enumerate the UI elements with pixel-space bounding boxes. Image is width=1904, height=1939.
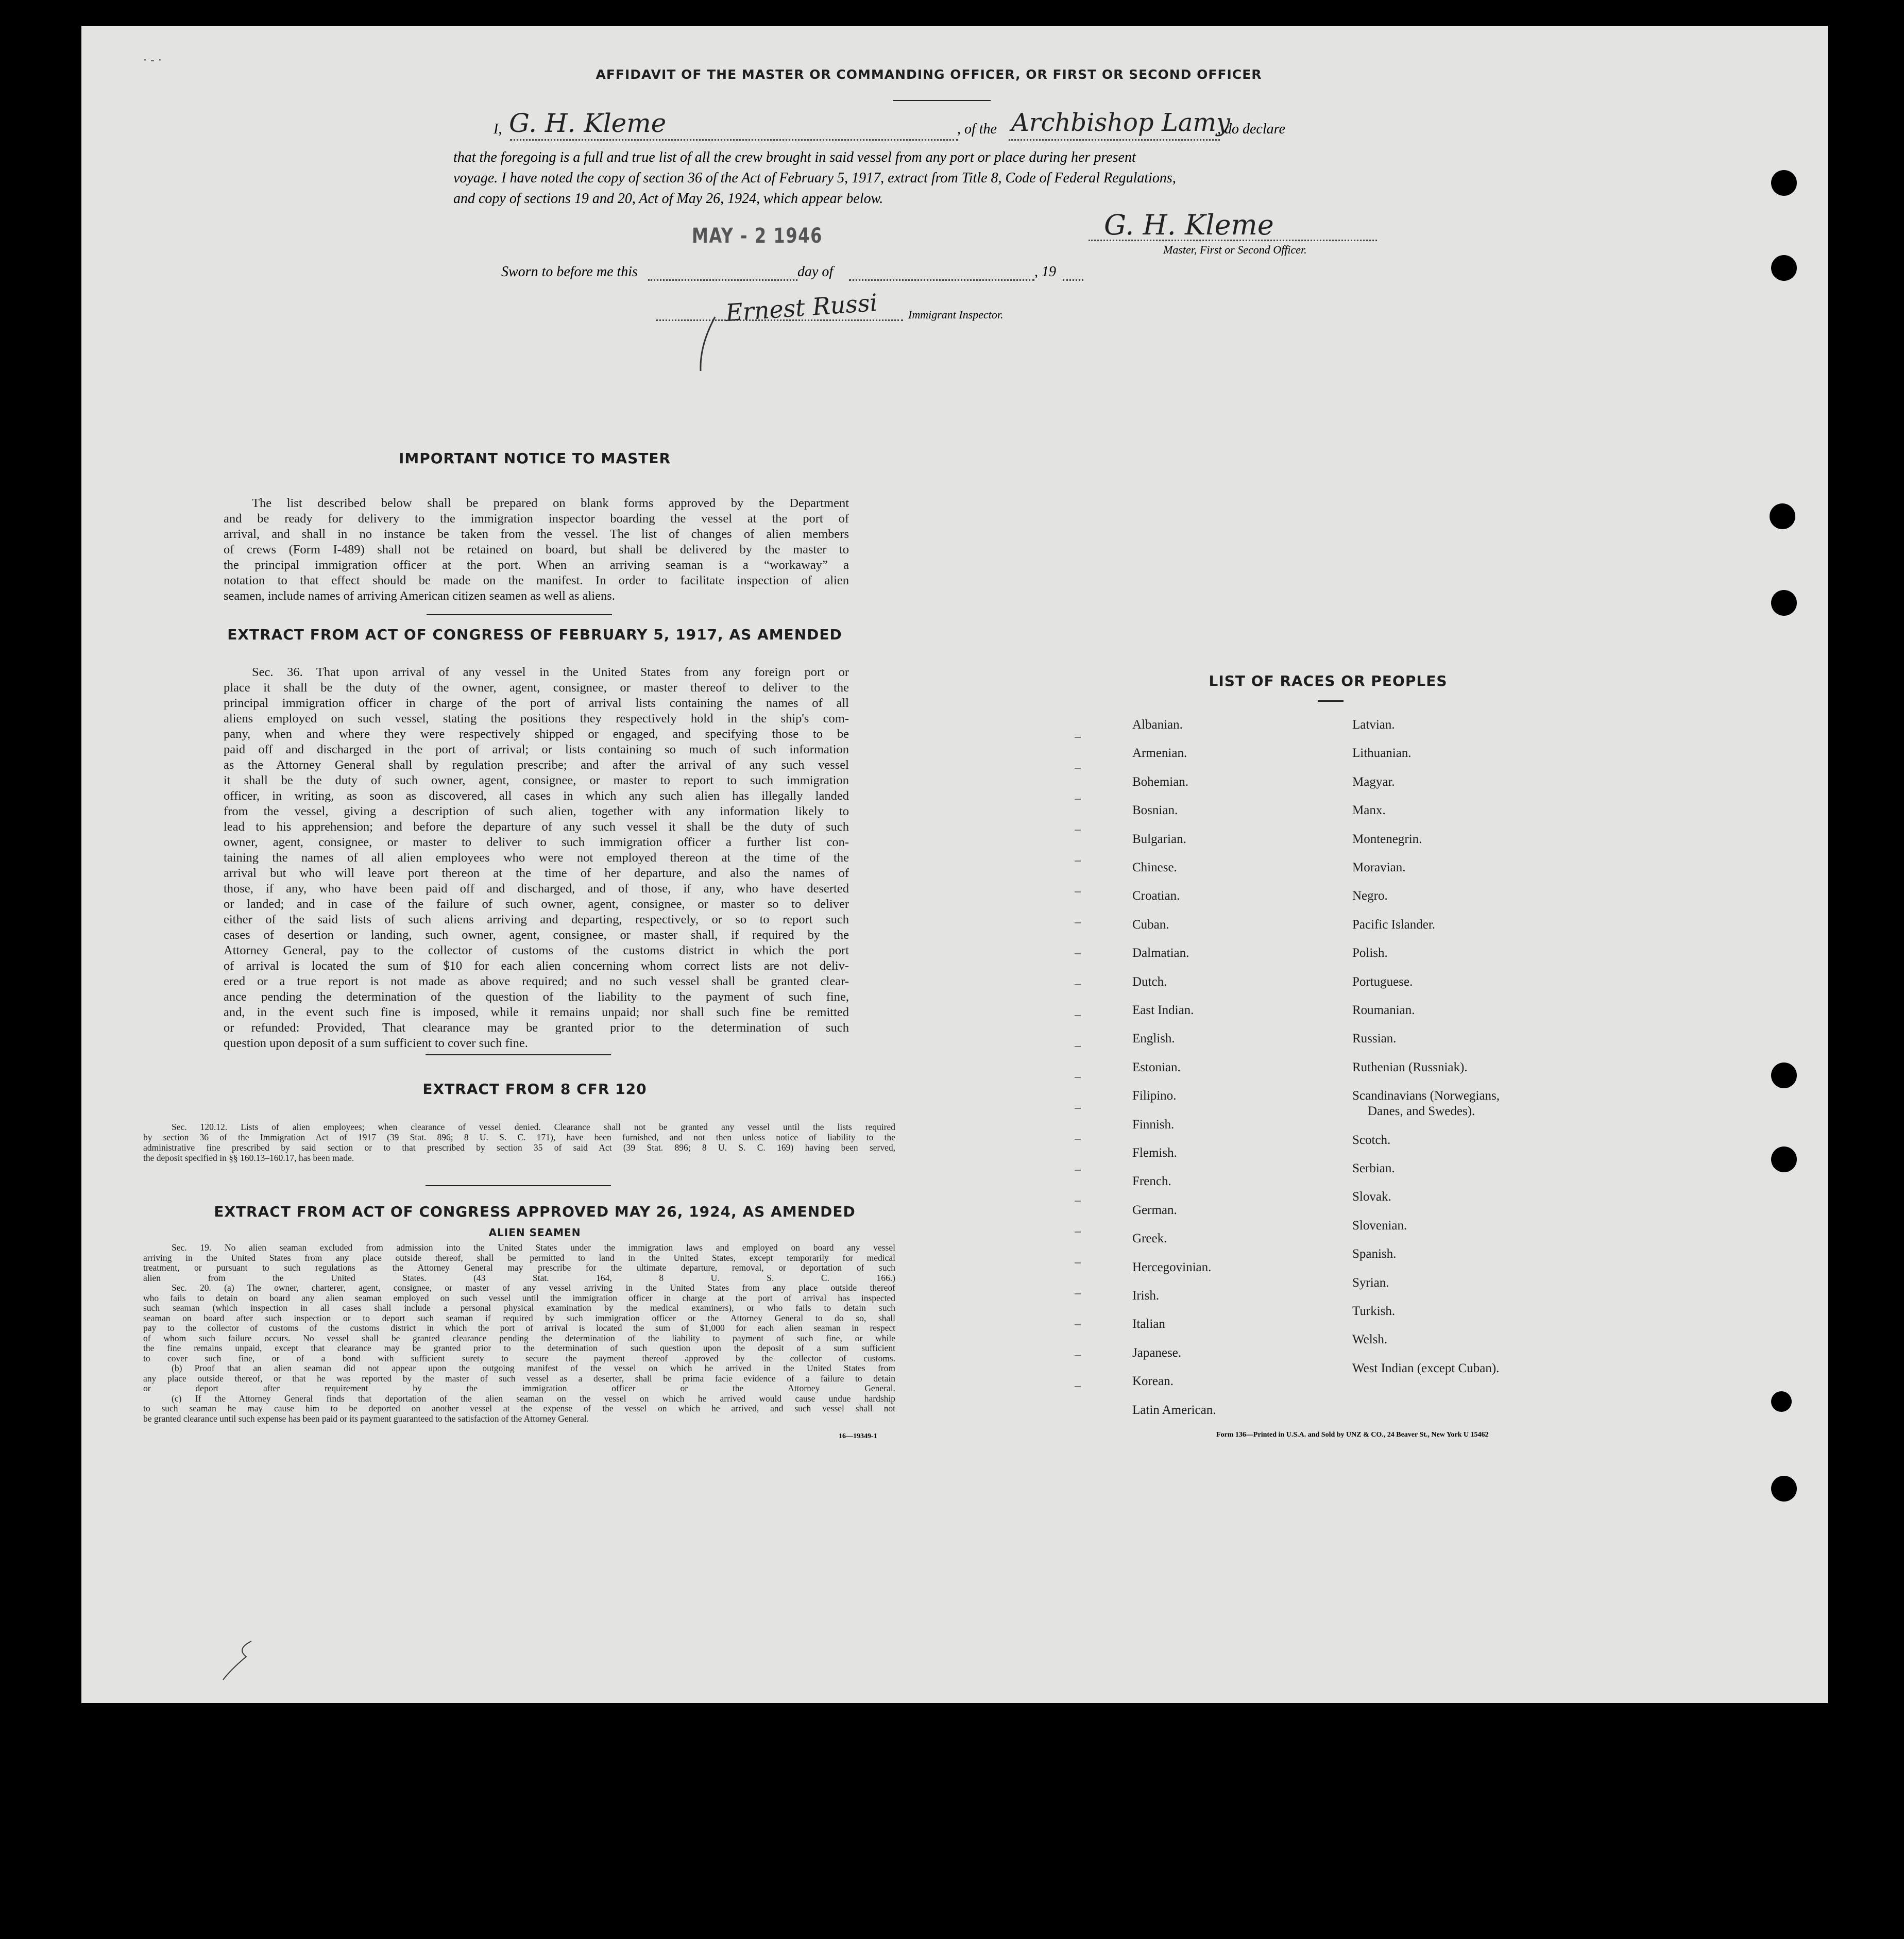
race-item: Syrian. xyxy=(1352,1275,1389,1290)
race-item: Danes, and Swedes). xyxy=(1368,1104,1475,1119)
notice-rule xyxy=(427,614,612,615)
punch-hole xyxy=(1771,170,1797,196)
race-item: Bohemian. xyxy=(1132,774,1189,789)
text-line: pay to the collector of customs of the customs district in which the port of arrival is located the sum of $1,000 for each alien seaman in respect xyxy=(143,1323,895,1333)
race-item: East Indian. xyxy=(1132,1003,1194,1017)
text-line: Sec. 19. No alien seaman excluded from admission into the United States under the immigration laws and employed on board any vessel xyxy=(172,1243,895,1253)
declaration-line-3: and copy of sections 19 and 20, Act of May 26, 1924, which appear below. xyxy=(453,191,883,207)
notice-title: IMPORTANT NOTICE TO MASTER xyxy=(398,450,671,467)
race-item: Dutch. xyxy=(1132,974,1167,989)
margin-tick xyxy=(1075,1015,1081,1016)
race-item: Irish. xyxy=(1132,1289,1160,1303)
text-line: pany, when and where they were respectively shipped or engaged, and specifying those to be xyxy=(224,727,849,741)
text-line: as the Attorney General shall by regulation prescribe; and after the arrival of any such vessel xyxy=(224,758,849,772)
race-item: Roumanian. xyxy=(1352,1003,1415,1017)
races-title: LIST OF RACES OR PEOPLES xyxy=(1209,672,1448,689)
race-item: Lithuanian. xyxy=(1352,746,1412,761)
race-item: Slovak. xyxy=(1352,1190,1391,1204)
sworn-year-line xyxy=(1063,279,1083,281)
notice-body xyxy=(224,496,849,604)
of-the-label: , of the xyxy=(957,121,997,137)
race-item: Latin American. xyxy=(1132,1403,1216,1417)
text-line: to cover such fine, or of a bond with sufficient surety to secure the payment thereof approved by the collector of customs. xyxy=(143,1353,895,1363)
master-name-line xyxy=(510,139,958,141)
margin-tick xyxy=(1075,922,1081,923)
margin-tick xyxy=(1075,1232,1081,1233)
text-line: The list described below shall be prepared on blank forms approved by the Department xyxy=(252,496,849,510)
extract-1917-title: EXTRACT FROM ACT OF CONGRESS OF FEBRUARY 5, 1917, AS AMENDED xyxy=(227,626,842,643)
master-signature: G. H. Kleme xyxy=(1104,209,1274,241)
margin-tick xyxy=(1075,891,1081,892)
affidavit-title: AFFIDAVIT OF THE MASTER OR COMMANDING OFFICER, OR FIRST OR SECOND OFFICER xyxy=(596,67,1262,82)
margin-tick xyxy=(1075,799,1081,800)
margin-tick xyxy=(1075,1077,1081,1078)
sworn-month-line xyxy=(849,279,1034,281)
margin-tick xyxy=(1075,1386,1081,1387)
margin-tick xyxy=(1075,1324,1081,1325)
text-line: or landed; and in case of the failure of such owner, agent, consignee, or master so to deliver xyxy=(224,897,849,911)
text-line: place it shall be the duty of the owner, agent, consignee, or master thereof to deliver to the xyxy=(224,681,849,695)
text-line: Attorney General, pay to the collector of customs of the customs district in which the port xyxy=(224,943,849,957)
text-line: Sec. 120.12. Lists of alien employees; when clearance of vessel denied. Clearance shall not be granted any vessel until the lists required xyxy=(172,1122,895,1132)
text-line: (c) If the Attorney General finds that deportation of the alien seaman on the vessel on which he arrived would cause undue hardship xyxy=(172,1393,895,1404)
inspector-signature: Ernest Russi xyxy=(724,288,878,327)
year-prefix: , 19 xyxy=(1034,264,1056,280)
margin-tick xyxy=(1075,1355,1081,1356)
text-line: alien from the United States. (43 Stat. 164, 8 U. S. C. 166.) xyxy=(143,1273,895,1283)
text-line: aliens employed on such vessel, stating the positions they respectively hold in the ship's com- xyxy=(224,712,849,726)
race-item: Manx. xyxy=(1352,803,1386,818)
do-declare-label: , do declare xyxy=(1217,121,1285,137)
inspector-line xyxy=(656,319,903,321)
text-line: lead to his apprehension; and before the departure of any such vessel it shall be the duty of such xyxy=(224,820,849,834)
signature-line xyxy=(1089,240,1377,241)
race-item: Magyar. xyxy=(1352,774,1395,789)
race-item: Flemish. xyxy=(1132,1146,1177,1160)
margin-tick xyxy=(1075,737,1081,738)
text-line: arrival but who will leave port thereon at the time of her departure, and also the names of xyxy=(224,866,849,880)
text-line: (b) Proof that an alien seaman did not appear upon the outgoing manifest of the vessel on which he arrived in the United States from xyxy=(172,1363,895,1373)
race-item: Italian xyxy=(1132,1317,1165,1331)
race-item: Hercegovinian. xyxy=(1132,1260,1212,1274)
text-line: the fine remains unpaid, except that clearance may be granted prior to the determination of such question upon the deposit of a sum sufficient xyxy=(143,1343,895,1353)
race-item: Filipino. xyxy=(1132,1089,1177,1103)
punch-hole xyxy=(1771,1146,1797,1172)
punch-hole xyxy=(1771,1476,1797,1502)
race-item: West Indian (except Cuban). xyxy=(1352,1361,1500,1375)
text-line: by section 36 of the Immigration Act of 1917 (39 Stat. 896; 8 U. S. C. 171), have been furnished, and not then unless notice of liability to the xyxy=(143,1132,895,1142)
extract-1924-body xyxy=(143,1243,895,1424)
margin-tick xyxy=(1075,1170,1081,1171)
race-item: English. xyxy=(1132,1032,1175,1046)
text-line: who fails to detain on board any alien seaman employed on such vessel until the immigration officer in charge at the port of arrival has inspected xyxy=(143,1293,895,1303)
race-item: Chinese. xyxy=(1132,861,1177,874)
text-line: seamen, include names of arriving American citizen seamen as well as aliens. xyxy=(224,589,615,603)
extract-1917-body xyxy=(224,665,849,1051)
margin-tick xyxy=(1075,830,1081,831)
text-line: paid off and discharged in the port of arrival; or lists containing so much of such information xyxy=(224,743,849,756)
race-item: Dalmatian. xyxy=(1132,946,1189,960)
printer-line: Form 136—Printed in U.S.A. and Sold by UNZ & CO., 24 Beaver St., New York U 15462 xyxy=(1216,1431,1489,1439)
extract-8cfr-title: EXTRACT FROM 8 CFR 120 xyxy=(422,1081,647,1098)
text-line: any place outside thereof, or that he was reported by the master of such vessel as a deserter, shall be prima facie evidence of a failure to detain xyxy=(143,1373,895,1384)
title-rule xyxy=(893,100,991,101)
race-item: Pacific Islander. xyxy=(1352,917,1436,932)
race-item: German. xyxy=(1132,1203,1177,1217)
vessel-name-handwritten: Archbishop Lamy xyxy=(1011,108,1231,137)
declaration-line-2: voyage. I have noted the copy of section 36 of the Act of February 5, 1917, extract from Title 8, Code of Federal Regulations, xyxy=(453,170,1176,186)
vessel-name-line xyxy=(1009,139,1220,141)
text-line: arriving in the United States from any place outside thereof, shall be permitted to land in the United States, except temporarily for medical xyxy=(143,1253,895,1263)
sworn-text: Sworn to before me this xyxy=(501,264,638,280)
race-item: French. xyxy=(1132,1174,1171,1189)
document-page xyxy=(81,26,1828,1703)
text-line: and, in the event such fine is imposed, while it remains unpaid; nor shall such fine be remitted xyxy=(224,1005,849,1019)
text-line: officer, in writing, as soon as discovered, all cases in which any such alien has illegally landed xyxy=(224,789,849,803)
race-item: Polish. xyxy=(1352,946,1388,960)
text-line: or refunded: Provided, That clearance may be granted prior to the determination of such xyxy=(224,1021,849,1035)
margin-tick xyxy=(1075,1108,1081,1109)
punch-hole xyxy=(1770,503,1795,529)
race-item: Ruthenian (Russniak). xyxy=(1352,1060,1468,1074)
text-line: to such seaman he may cause him to be deported on another vessel at the expense of the vessel on which he arrived, and such vessel shall not xyxy=(143,1404,895,1413)
race-item: Armenian. xyxy=(1132,746,1187,761)
race-item: Moravian. xyxy=(1352,861,1406,874)
race-item: Spanish. xyxy=(1352,1247,1397,1261)
top-left-specks: · ‐ · xyxy=(143,54,162,67)
race-item: Albanian. xyxy=(1132,718,1183,732)
text-line: and be ready for delivery to the immigration inspector boarding the vessel at the port of xyxy=(224,512,849,526)
extract-1924-title: EXTRACT FROM ACT OF CONGRESS APPROVED MAY 26, 1924, AS AMENDED xyxy=(214,1203,856,1220)
margin-tick xyxy=(1075,768,1081,769)
race-item: Slovenian. xyxy=(1352,1218,1407,1233)
extract-8cfr-rule xyxy=(426,1185,611,1186)
extract-1924-subtitle: ALIEN SEAMEN xyxy=(488,1226,581,1239)
text-line: principal immigration officer in charge of the port of arrival lists containing the names of all xyxy=(224,696,849,710)
text-line: it shall be the duty of such owner, agent, consignee, or master to report to such immigration xyxy=(224,773,849,787)
races-rule xyxy=(1318,700,1344,702)
punch-hole xyxy=(1771,590,1797,616)
text-line: arrival, and shall in no instance be taken from the vessel. The list of changes of alien members xyxy=(224,527,849,541)
extract-1917-rule xyxy=(426,1054,611,1055)
text-line: cases of desertion or landing, such owner, agent, consignee, or master shall, if required by the xyxy=(224,928,849,942)
race-item: Greek. xyxy=(1132,1232,1167,1246)
signature-caption: Master, First or Second Officer. xyxy=(1163,243,1307,256)
text-line: ance pending the determination of the question of the liability to the payment of such fine, xyxy=(224,990,849,1004)
race-item: Negro. xyxy=(1352,889,1388,903)
punch-hole xyxy=(1771,1391,1792,1412)
race-item: Montenegrin. xyxy=(1352,832,1422,846)
race-item: Japanese. xyxy=(1132,1345,1182,1360)
inspector-pen-stroke xyxy=(694,314,725,376)
text-line: either of the said lists of such aliens arriving and departing, respectively, or so to report such xyxy=(224,913,849,926)
race-item: Estonian. xyxy=(1132,1060,1181,1074)
race-item: Cuban. xyxy=(1132,917,1169,932)
punch-hole xyxy=(1771,255,1797,281)
race-item: Latvian. xyxy=(1352,718,1395,732)
margin-tick xyxy=(1075,1262,1081,1263)
margin-tick xyxy=(1075,953,1081,954)
text-line: from the vessel, giving a description of such alien, together with any information likely to xyxy=(224,804,849,818)
margin-tick xyxy=(1075,861,1081,862)
race-item: Serbian. xyxy=(1352,1161,1395,1175)
race-item: Korean. xyxy=(1132,1374,1174,1389)
race-item: Russian. xyxy=(1352,1032,1397,1046)
text-line: be granted clearance until such expense has been paid or its payment guaranteed to the satisfaction of the Attorney General. xyxy=(143,1413,589,1424)
race-item: Finnish. xyxy=(1132,1117,1175,1132)
punch-hole xyxy=(1771,1063,1797,1088)
corner-pen-mark xyxy=(220,1639,262,1685)
margin-tick xyxy=(1075,1293,1081,1294)
text-line: the principal immigration officer at the port. When an arriving seaman is a “workaway” a xyxy=(224,558,849,572)
extract-8cfr-body xyxy=(143,1122,895,1163)
margin-tick xyxy=(1075,1139,1081,1140)
text-line: owner, agent, consignee, or master to deliver to such immigration officer a further list con- xyxy=(224,835,849,849)
race-item: Croatian. xyxy=(1132,889,1180,903)
margin-tick xyxy=(1075,1046,1081,1047)
text-line: or deport after requirement by the immigration officer or the Attorney General. xyxy=(143,1384,895,1393)
text-line: of crews (Form I-489) shall not be retained on board, but shall be delivered by the master to xyxy=(224,543,849,557)
master-name-handwritten: G. H. Kleme xyxy=(509,108,667,138)
race-item: Turkish. xyxy=(1352,1304,1396,1318)
race-item: Scotch. xyxy=(1352,1133,1391,1147)
text-line: those, if any, who have been paid off and discharged, and of those, if any, who have deserted xyxy=(224,882,849,896)
race-item: Bulgarian. xyxy=(1132,832,1186,846)
race-item: Portuguese. xyxy=(1352,974,1413,989)
margin-tick xyxy=(1075,1201,1081,1202)
declaration-line-1: that the foregoing is a full and true list of all the crew brought in said vessel from any port or place during her present xyxy=(453,149,1136,165)
i-label: I, xyxy=(494,121,502,137)
text-line: question upon deposit of a sum sufficient to cover such fine. xyxy=(224,1036,528,1050)
race-item: Scandinavians (Norwegians, xyxy=(1352,1089,1500,1103)
text-line: the deposit specified in §§ 160.13–160.17, has been made. xyxy=(143,1153,354,1163)
text-line: of arrival is located the sum of $10 for each alien concerning whom correct lists are not deliv- xyxy=(224,959,849,973)
text-line: of whom such failure occurs. No vessel shall be granted clearance pending the determination of the liability to payment of such fine, or while xyxy=(143,1333,895,1343)
text-line: Sec. 36. That upon arrival of any vessel in the United States from any foreign port or xyxy=(252,665,849,679)
race-item: Welsh. xyxy=(1352,1333,1388,1347)
text-line: administrative fine prescribed by said section or to that prescribed by section 35 of said Act (39 Stat. 896; 8 U. S. C. 169) having been served, xyxy=(143,1142,895,1153)
text-line: such seaman (which inspection in all cases shall include a personal physical examination by the medical examiners), or who fails to detain such xyxy=(143,1303,895,1313)
text-line: Sec. 20. (a) The owner, charterer, agent, consignee, or master of any vessel arriving in the United States from any place outside thereof xyxy=(172,1283,895,1293)
text-line: taining the names of all alien employees who were not employed thereon at the time of the xyxy=(224,851,849,865)
sworn-day-line xyxy=(648,279,797,281)
text-line: notation to that effect should be made on the manifest. In order to facilitate inspection of alien xyxy=(224,574,849,587)
margin-tick xyxy=(1075,984,1081,985)
date-stamp: MAY - 2 1946 xyxy=(692,224,823,248)
extract-1924-form-code: 16—19349-1 xyxy=(839,1432,877,1440)
text-line: treatment, or pursuant to such regulations as the Attorney General may prescribe for the ultimate departure, removal, or deportation of such xyxy=(143,1263,895,1273)
text-line: seaman on board after such inspection or to deport such seaman if required by such immigration officer or the Attorney General to do so, shall xyxy=(143,1313,895,1323)
race-item: Bosnian. xyxy=(1132,803,1178,818)
text-line: ered or a true report is not made as above required; and no such vessel shall be granted clear- xyxy=(224,974,849,988)
day-of-label: day of xyxy=(797,264,834,280)
inspector-caption: Immigrant Inspector. xyxy=(908,308,1004,321)
